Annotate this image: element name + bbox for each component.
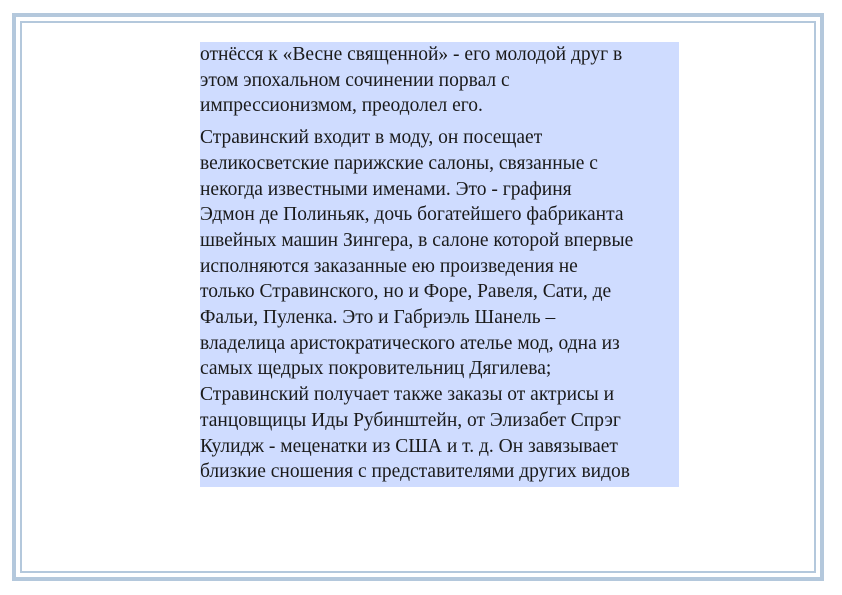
paragraph-2: Стравинский входит в моду, он посещает великосветские парижские салоны, связанные с некогда известными именами. Это - графиня Эдмон де Полиньяк, дочь богатейшего фабриканта швейных машин Зингера, в салоне которой впервые исполняются заказанные ею произведения не только Стравинского, но и Форе, Равеля, Сати, де Фальи, Пуленка. Это и Габриэль Шанель – владелица аристократического ателье мод, одна из самых щедрых покровительниц Дягилева; Стравинский получает также заказы от актрисы и танцовщицы Иды Рубинштейн, от Элизабет Спрэг Кулидж - меценатки из США и т. д. Он завязывает близкие сношения с представителями других видов [200,125,679,487]
paragraph-1: отнёсся к «Весне священной» - его молодой друг в этом эпохальном сочинении порвал с импрессионизмом, преодолел его. [200,42,679,125]
text-box [198,42,681,487]
